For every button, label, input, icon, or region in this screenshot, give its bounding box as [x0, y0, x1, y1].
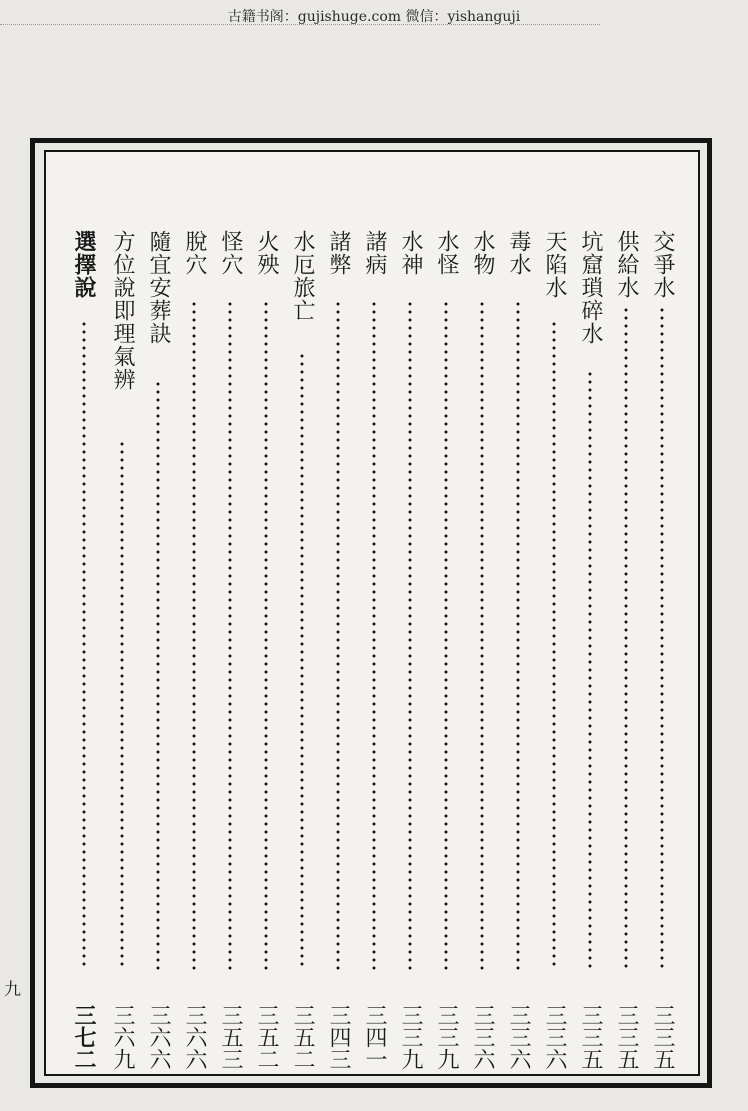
toc-entry-title: 水物 — [470, 230, 495, 276]
toc-entry-page: 三五二 — [290, 1004, 315, 1070]
toc-entry-page: 三三五 — [578, 1004, 603, 1070]
dot-leader — [516, 300, 520, 970]
toc-entry — [70, 230, 98, 1070]
toc-entry — [612, 230, 640, 1070]
toc-entry — [468, 230, 496, 1070]
toc-entry-title: 天陷水 — [542, 230, 567, 299]
dot-leader — [192, 300, 196, 970]
toc-entry-page: 三六九 — [110, 1004, 135, 1070]
toc-entry-page: 三五三 — [218, 1004, 243, 1070]
toc-entry-page: 三三六 — [506, 1004, 531, 1070]
toc-entry-page: 三五二 — [254, 1004, 279, 1070]
dot-leader — [372, 300, 376, 970]
toc-entry-page: 三三九 — [434, 1004, 459, 1070]
dot-leader — [82, 320, 86, 970]
toc-entry-title: 諸病 — [362, 230, 387, 276]
toc-entry — [324, 230, 352, 1070]
toc-entry-page: 三三六 — [542, 1004, 567, 1070]
toc-entry — [216, 230, 244, 1070]
toc-entry-page: 三七二 — [71, 1004, 97, 1070]
toc-entry-title: 水神 — [398, 230, 423, 276]
dot-leader — [264, 300, 268, 970]
toc-entry-title: 供給水 — [614, 230, 639, 299]
toc-entry — [396, 230, 424, 1070]
toc-entry-page: 三三九 — [398, 1004, 423, 1070]
toc-entry-title: 坑窟瑣碎水 — [578, 230, 603, 345]
toc-entry-title: 火殃 — [254, 230, 279, 276]
toc-entry-title: 毒水 — [506, 230, 531, 276]
toc-entry — [576, 230, 604, 1070]
dot-leader — [300, 352, 304, 970]
toc-entry-title: 方位說即理氣辨 — [110, 230, 135, 391]
dot-leader — [408, 300, 412, 970]
toc-entry-title: 水怪 — [434, 230, 459, 276]
toc-entry-page: 三六六 — [146, 1004, 171, 1070]
dot-leader — [660, 306, 664, 970]
dot-leader — [120, 440, 124, 970]
toc-entry-title: 怪穴 — [218, 230, 243, 276]
toc-entry-page: 三四三 — [326, 1004, 351, 1070]
dot-leader — [444, 300, 448, 970]
toc-entry-title: 水厄旅亡 — [290, 230, 315, 322]
toc-entry — [144, 230, 172, 1070]
toc-entry-title: 選擇說 — [71, 230, 97, 299]
toc-entry-page: 三六六 — [182, 1004, 207, 1070]
site-watermark-header: 古籍书阁：gujishuge.com 微信：yishanguji — [227, 9, 521, 25]
dot-leader — [228, 300, 232, 970]
toc-entry-page: 三三六 — [470, 1004, 495, 1070]
toc-entry — [360, 230, 388, 1070]
toc-entry-title: 諸弊 — [326, 230, 351, 276]
dot-leader — [624, 306, 628, 970]
toc-entry — [504, 230, 532, 1070]
dot-leader — [336, 300, 340, 970]
toc-entry-page: 三三五 — [650, 1004, 675, 1070]
dot-leader — [588, 370, 592, 970]
dot-leader — [480, 300, 484, 970]
toc-entry-title: 交爭水 — [650, 230, 675, 299]
page-number: 九 — [4, 980, 21, 1000]
dot-leader — [156, 380, 160, 970]
toc-entry-page: 三三五 — [614, 1004, 639, 1070]
toc-entry-title: 脫穴 — [182, 230, 207, 276]
toc-entry — [288, 230, 316, 1070]
toc-entry-page: 三四一 — [362, 1004, 387, 1070]
toc-entry — [648, 230, 676, 1070]
toc-entry — [540, 230, 568, 1070]
toc-entry — [432, 230, 460, 1070]
header-rule — [0, 24, 600, 25]
toc-entry-title: 隨宜安葬訣 — [146, 230, 171, 345]
dot-leader — [552, 320, 556, 970]
toc-entry — [108, 230, 136, 1070]
toc-entry — [180, 230, 208, 1070]
toc-entry — [252, 230, 280, 1070]
